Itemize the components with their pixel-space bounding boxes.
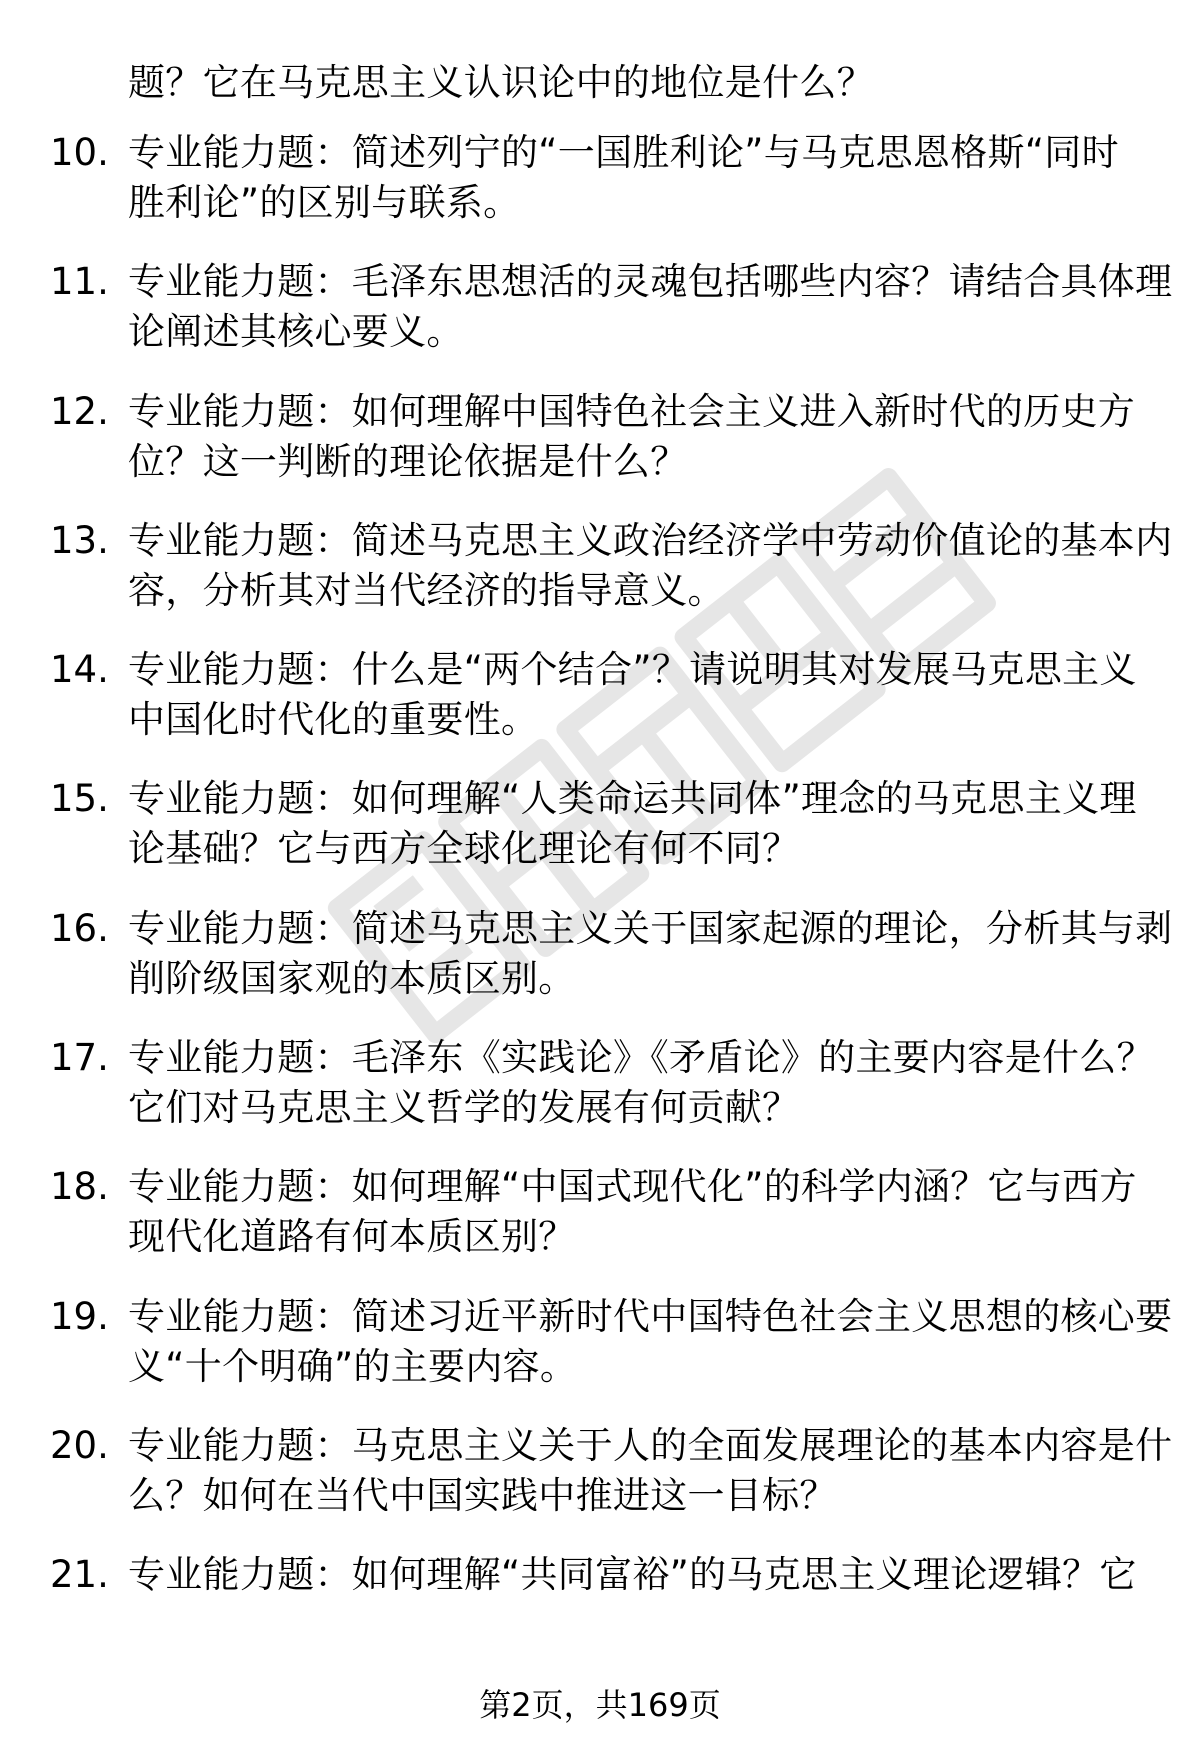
question-number: 17. bbox=[50, 1036, 109, 1079]
question-number: 13. bbox=[50, 519, 109, 562]
question-text-line: 容，分析其对当代经济的指导意义。 bbox=[128, 569, 725, 612]
question-number: 12. bbox=[50, 390, 109, 433]
question-continuation-text: 题？它在马克思主义认识论中的地位是什么？ bbox=[128, 61, 874, 104]
question-number: 10. bbox=[50, 131, 109, 174]
question-text-line: 专业能力题：如何理解“共同富裕”的马克思主义理论逻辑？它 bbox=[128, 1553, 1137, 1596]
question-text-line: 专业能力题：简述列宁的“一国胜利论”与马克思恩格斯“同时 bbox=[128, 131, 1119, 174]
question-number: 11. bbox=[50, 260, 109, 303]
question-number: 19. bbox=[50, 1295, 109, 1338]
question-text-line: 论基础？它与西方全球化理论有何不同？ bbox=[128, 827, 800, 870]
question-text-line: 位？这一判断的理论依据是什么？ bbox=[128, 440, 688, 483]
question-text-line: 削阶级国家观的本质区别。 bbox=[128, 957, 576, 1000]
page-footer: 第2页，共169页 bbox=[479, 1686, 721, 1724]
question-text-line: 专业能力题：简述习近平新时代中国特色社会主义思想的核心要 bbox=[128, 1295, 1173, 1338]
question-text-line: 论阐述其核心要义。 bbox=[128, 310, 464, 353]
question-text-line: 胜利论”的区别与联系。 bbox=[128, 181, 521, 224]
question-number: 15. bbox=[50, 777, 109, 820]
question-text-line: 专业能力题：简述马克思主义政治经济学中劳动价值论的基本内 bbox=[128, 519, 1173, 562]
question-text-line: 它们对马克思主义哲学的发展有何贡献？ bbox=[128, 1086, 800, 1129]
question-text-line: 专业能力题：什么是“两个结合”？请说明其对发展马克思主义 bbox=[128, 648, 1137, 691]
question-text-line: 专业能力题：如何理解“人类命运共同体”理念的马克思主义理 bbox=[128, 777, 1137, 820]
question-text-line: 义“十个明确”的主要内容。 bbox=[128, 1345, 578, 1388]
question-text-line: 专业能力题：马克思主义关于人的全面发展理论的基本内容是什 bbox=[128, 1424, 1173, 1467]
question-number: 14. bbox=[50, 648, 109, 691]
question-text-line: 么？如何在当代中国实践中推进这一目标？ bbox=[128, 1474, 837, 1517]
question-number: 18. bbox=[50, 1165, 109, 1208]
question-text-line: 专业能力题：毛泽东思想活的灵魂包括哪些内容？请结合具体理 bbox=[128, 260, 1173, 303]
question-text-line: 专业能力题：如何理解“中国式现代化”的科学内涵？它与西方 bbox=[128, 1165, 1137, 1208]
question-number: 16. bbox=[50, 907, 109, 950]
question-text-line: 专业能力题：简述马克思主义关于国家起源的理论，分析其与剥 bbox=[128, 907, 1173, 950]
question-number: 20. bbox=[50, 1424, 109, 1467]
question-text-line: 现代化道路有何本质区别？ bbox=[128, 1215, 576, 1258]
question-text-line: 专业能力题：如何理解中国特色社会主义进入新时代的历史方 bbox=[128, 390, 1136, 433]
question-number: 21. bbox=[50, 1553, 109, 1596]
question-text-line: 中国化时代化的重要性。 bbox=[128, 698, 539, 741]
question-text-line: 专业能力题：毛泽东《实践论》《矛盾论》的主要内容是什么？ bbox=[128, 1036, 1154, 1079]
